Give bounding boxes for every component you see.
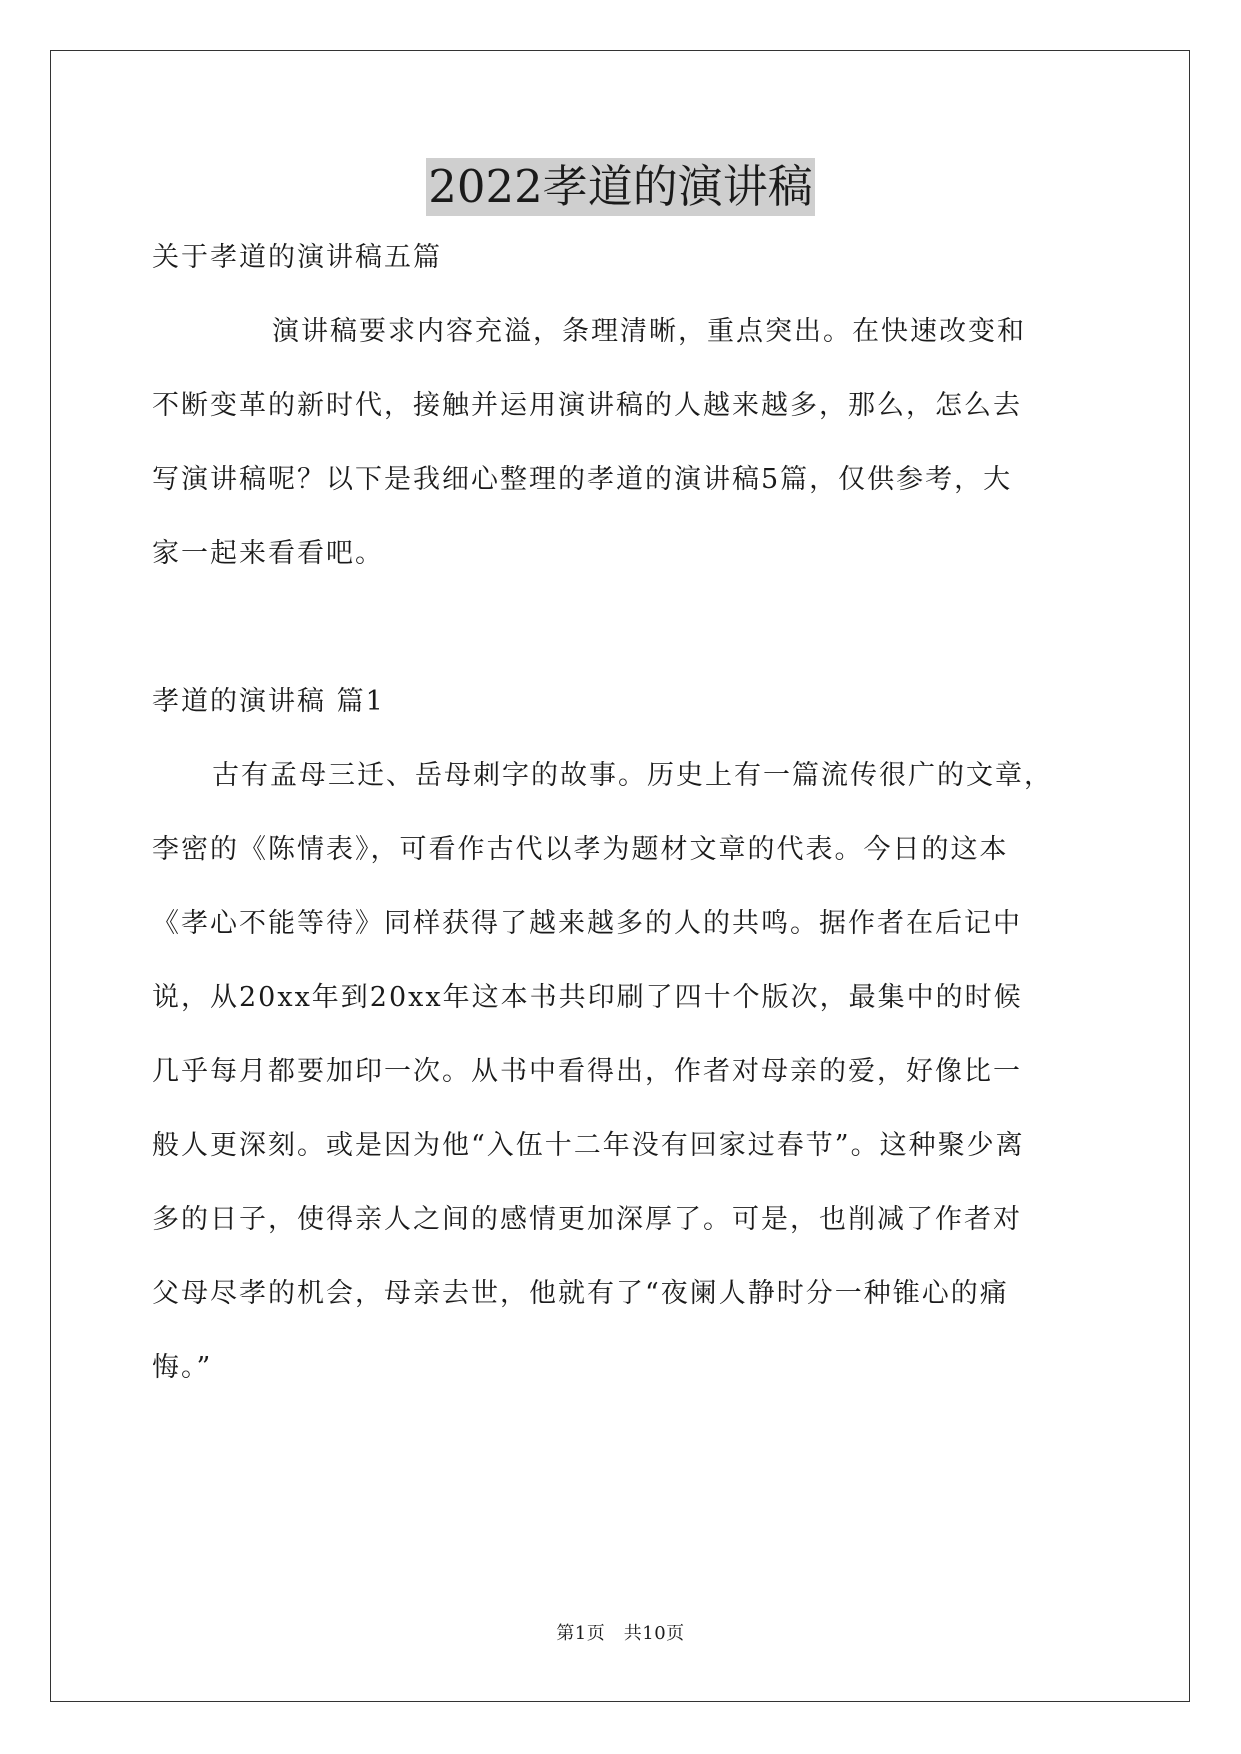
body-line: 多的日子，使得亲人之间的感情更加深厚了。可是，也削减了作者对: [152, 1204, 1022, 1235]
intro-line: 演讲稿要求内容充溢，条理清晰，重点突出。在快速改变和: [272, 316, 1026, 347]
body-line: 般人更深刻。或是因为他“入伍十二年没有回家过春节”。这种聚少离: [152, 1130, 1025, 1161]
page-border: [50, 50, 1190, 1702]
intro-line: 不断变革的新时代，接触并运用演讲稿的人越来越多，那么，怎么去: [152, 390, 1022, 421]
body-line: 说，从20xx年到20xx年这本书共印刷了四十个版次，最集中的时候: [152, 982, 1023, 1013]
title-wrap: [0, 158, 1241, 216]
body-line: 《孝心不能等待》同样获得了越来越多的人的共鸣。据作者在后记中: [152, 908, 1022, 939]
intro-line: 家一起来看看吧。: [152, 538, 384, 569]
document-title: 2022孝道的演讲稿: [426, 158, 815, 216]
body-line: 李密的《陈情表》，可看作古代以孝为题材文章的代表。今日的这本: [152, 834, 1009, 865]
document-subtitle: 关于孝道的演讲稿五篇: [152, 242, 442, 273]
section-heading: 孝道的演讲稿 篇1: [152, 686, 385, 717]
intro-line: 写演讲稿呢？以下是我细心整理的孝道的演讲稿5篇，仅供参考，大: [152, 464, 1013, 495]
page-footer: 第1页 共10页: [556, 1623, 685, 1644]
body-line: 几乎每月都要加印一次。从书中看得出，作者对母亲的爱，好像比一: [152, 1056, 1022, 1087]
body-line: 悔。”: [152, 1352, 213, 1383]
body-line: 古有孟母三迁、岳母刺字的故事。历史上有一篇流传很广的文章，: [212, 760, 1053, 791]
body-line: 父母尽孝的机会，母亲去世，他就有了“夜阑人静时分一种锥心的痛: [152, 1278, 1009, 1309]
